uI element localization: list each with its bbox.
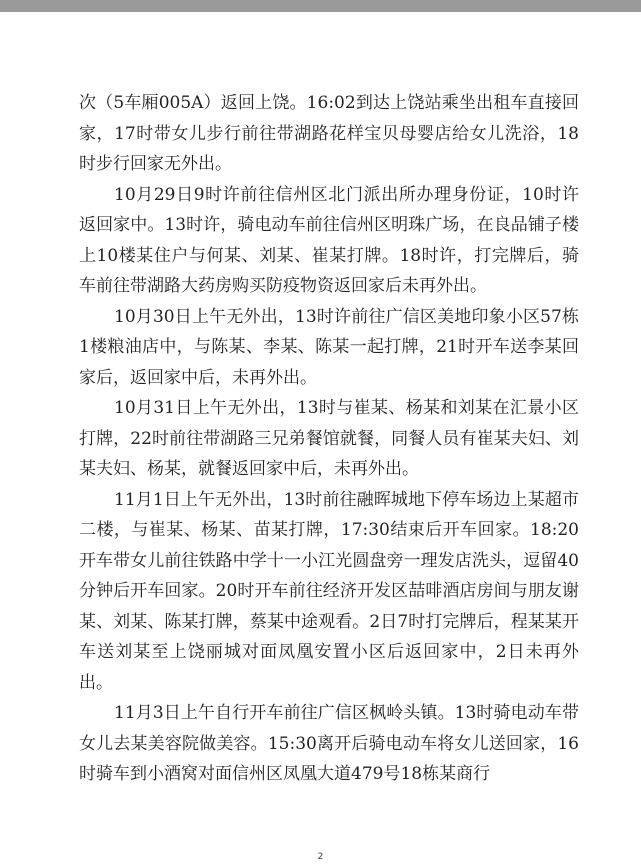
- paragraph-nov-1: 11月1日上午无外出，13时前往融晖城地下停车场边上某超市二楼，与崔某、杨某、苗某打牌，17:30结束后开车回家。18:20开车带女儿前往铁路中学十一小江光圆盘旁一理发店洗头，逗留40分钟后开车回家。20时开车前往经济开发区喆啡酒店房间与朋友谢某、刘某、陈某打牌，蔡某中途观看。2日7时打完牌后，程某某开车送刘某至上饶丽城对面凤凰安置小区后返回家中，2日未再外出。: [79, 489, 579, 693]
- paragraph-oct-30: 10月30日上午无外出，13时许前往广信区美地印象小区57栋1楼粮油店中，与陈某、李某、陈某一起打牌，21时开车送李某回家后，返回家中后，未再外出。: [79, 306, 579, 388]
- paragraph-continuation: 次（5车厢005A）返回上饶。16:02到达上饶站乘坐出租车直接回家，17时带女儿步行前往带湖路花样宝贝母婴店给女儿洗浴，18时步行回家无外出。: [79, 93, 579, 174]
- paragraph-nov-3: 11月3日上午自行开车前往广信区枫岭头镇。13时骑电动车带女儿去某美容院做美容。15:30离开后骑电动车将女儿送回家，16时骑车到小酒窝对面信州区凤凰大道479号18栋某商行: [79, 703, 579, 784]
- document-body: [79, 88, 579, 790]
- paragraph-oct-29: 10月29日9时许前往信州区北门派出所办理身份证，10时许返回家中。13时许，骑电动车前往信州区明珠广场，在良品铺子楼上10楼某住户与何某、刘某、崔某打牌。18时许，打完牌后，骑车前往带湖路大药房购买防疫物资返回家后未再外出。: [79, 184, 579, 296]
- top-border: [0, 0, 641, 12]
- page-number: 2: [317, 852, 324, 862]
- paragraph-oct-31: 10月31日上午无外出，13时与崔某、杨某和刘某在汇景小区打牌，22时前往带湖路三兄弟餐馆就餐，同餐人员有崔某夫妇、刘某夫妇、杨某，就餐返回家中后，未再外出。: [79, 398, 579, 479]
